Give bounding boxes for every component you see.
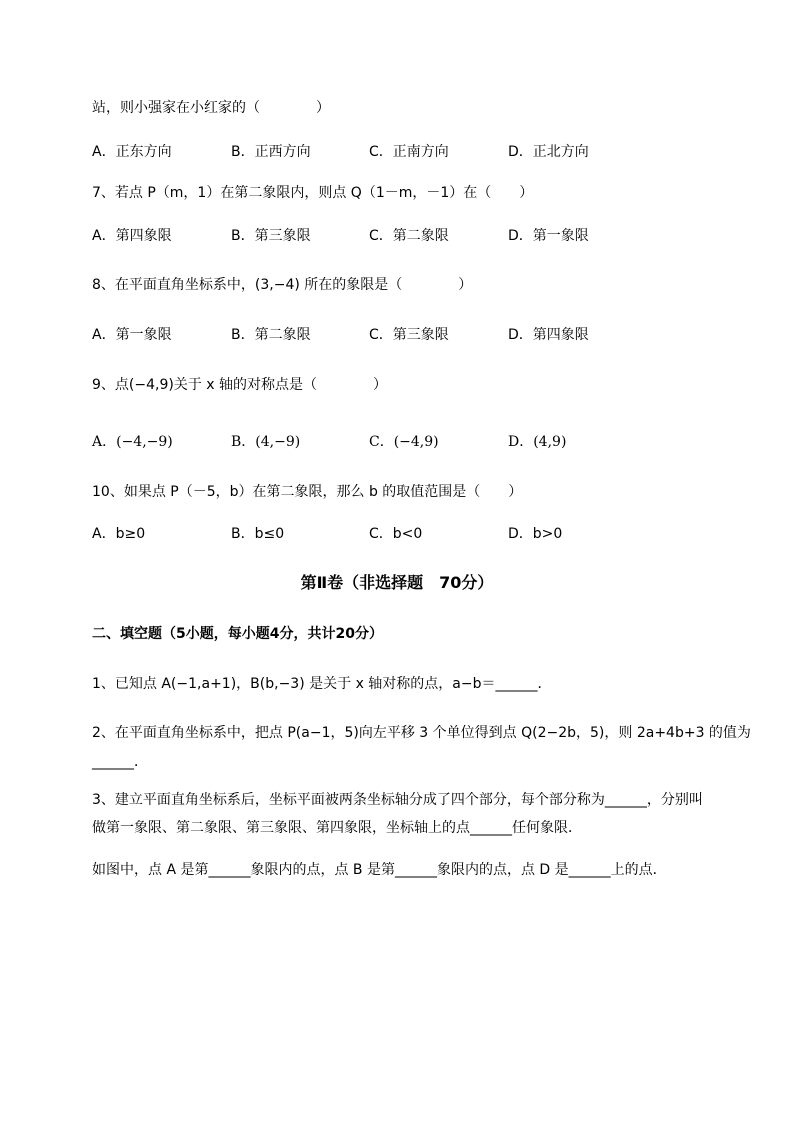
q6-option-b: B．正西方向 <box>231 144 311 160</box>
q9-option-d: D．(4,9) <box>508 434 567 450</box>
section-2-title: 第Ⅱ卷（非选择题 70分） <box>300 573 494 592</box>
q8-option-c: C．第三象限 <box>369 327 449 343</box>
q10-option-d: D．b>0 <box>508 526 563 542</box>
q6-option-d: D．正北方向 <box>508 144 589 160</box>
q10-option-a: A．b≥0 <box>92 526 146 542</box>
q9-option-a: A．(−4,−9) <box>92 434 173 450</box>
q9-stem: 9、点(−4,9)关于 x 轴的对称点是（ ） <box>92 377 388 393</box>
q7-stem: 7、若点 P（m，1）在第二象限内，则点 Q（1－m，－1）在（ ） <box>92 185 534 201</box>
q7-option-c: C．第二象限 <box>369 228 449 244</box>
part-2-heading: 二、填空题（5小题，每小题4分，共计20分） <box>92 626 383 642</box>
q6-option-c: C．正南方向 <box>369 144 449 160</box>
fill-question-2-line-1: 2、在平面直角坐标系中，把点 P(a−1，5)向左平移 3 个单位得到点 Q(2−2b，5)，则 2a+4b+3 的值为 <box>92 725 751 741</box>
fill-question-2-line-2: ______． <box>92 754 148 770</box>
q8-option-b: B．第二象限 <box>231 327 311 343</box>
q8-option-d: D．第四象限 <box>508 327 589 343</box>
q10-option-b: B．b≤0 <box>231 526 285 542</box>
q8-option-a: A．第一象限 <box>92 327 172 343</box>
q10-option-c: C．b<0 <box>369 526 423 542</box>
q7-option-a: A．第四象限 <box>92 228 172 244</box>
q7-option-d: D．第一象限 <box>508 228 589 244</box>
q8-stem: 8、在平面直角坐标系中，(3,−4) 所在的象限是（ ） <box>92 277 473 293</box>
q9-option-c: C．(−4,9) <box>369 434 439 450</box>
q10-stem: 10、如果点 P（－5，b）在第二象限，那么 b 的取值范围是（ ） <box>92 484 523 500</box>
q6-option-a: A．正东方向 <box>92 144 172 160</box>
q7-option-b: B．第三象限 <box>231 228 311 244</box>
fill-question-3-line-3: 如图中，点 A 是第______象限内的点，点 B 是第______象限内的点，点 D 是______上的点． <box>92 862 667 878</box>
fill-question-3-line-2: 做第一象限、第二象限、第三象限、第四象限，坐标轴上的点______任何象限． <box>92 820 582 836</box>
fill-question-3-line-1: 3、建立平面直角坐标系后，坐标平面被两条坐标轴分成了四个部分，每个部分称为______，分别叫 <box>92 792 703 808</box>
q9-option-b: B．(4,−9) <box>231 434 301 450</box>
q6-tail-text: 站，则小强家在小红家的（ ） <box>92 100 330 116</box>
fill-question-1: 1、已知点 A(−1,a+1)，B(b,−3) 是关于 x 轴对称的点，a−b＝______． <box>92 676 552 692</box>
